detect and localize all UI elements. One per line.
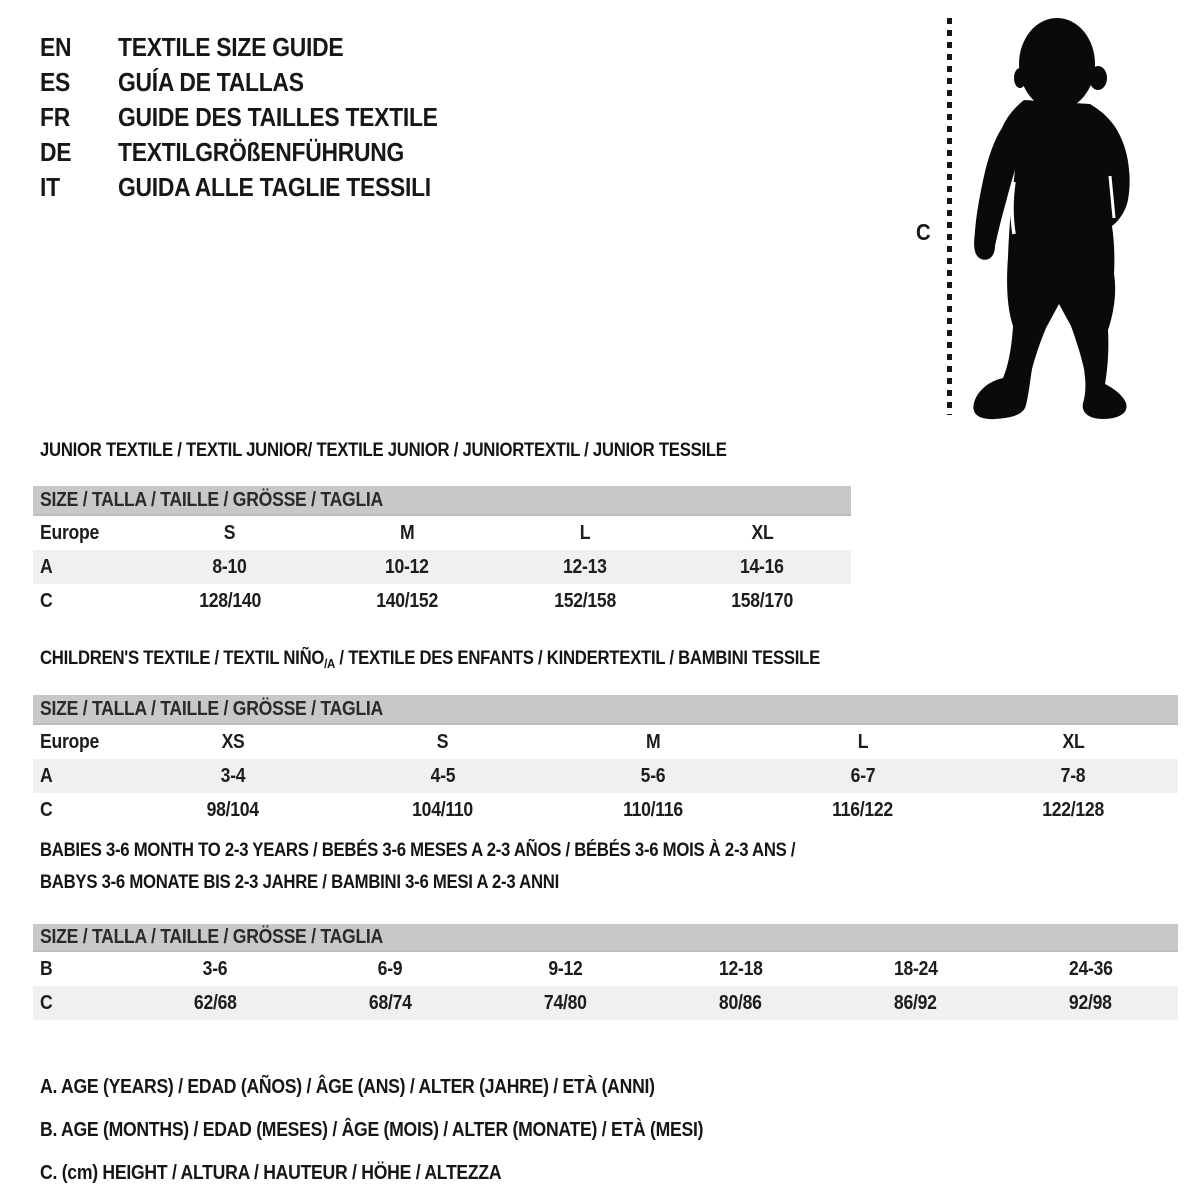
language-label-text: GUÍA DE TALLAS [118, 67, 304, 97]
size-table [33, 952, 1178, 1020]
size-table [33, 516, 851, 618]
table-cell [758, 765, 968, 788]
language-label [118, 172, 474, 203]
row-label-text: C [40, 991, 53, 1014]
table-cell [128, 992, 303, 1015]
size-header-bar [33, 695, 1178, 725]
title-fragment: BABYS 3-6 MONATE BIS 2-3 JAHRE / BAMBINI 3-6 MESI A 2-3 ANNI [40, 872, 559, 893]
table-cell-text: XL [1062, 730, 1084, 753]
table-cell [478, 958, 653, 981]
size-header-text [33, 698, 430, 721]
row-label [33, 731, 128, 754]
size-header-text [33, 926, 430, 949]
language-row [40, 65, 481, 100]
row-label [33, 765, 128, 788]
table-cell-text: 62/68 [194, 991, 237, 1014]
toddler-silhouette-icon [962, 12, 1152, 424]
table-cell-text: 8-10 [212, 555, 247, 578]
table-cell-text: XS [221, 730, 245, 753]
table-cell [478, 992, 653, 1015]
size-table [33, 725, 1178, 827]
section-title-line [40, 872, 898, 904]
title-fragment: CHILDREN'S TEXTILE / TEXTIL NIÑO [40, 648, 325, 669]
table-cell [141, 522, 319, 545]
row-label [33, 799, 128, 822]
table-row [33, 725, 1178, 759]
size-header-text-inner: SIZE / TALLA / TAILLE / GRÖSSE / TAGLIA [40, 925, 384, 948]
table-cell-text: 12-18 [718, 957, 763, 980]
table-cell-text: XL [751, 521, 774, 544]
language-label-text: TEXTILGRÖßENFÜHRUNG [118, 137, 405, 167]
language-code [40, 137, 118, 168]
language-row [40, 100, 481, 135]
table-cell-text: 128/140 [198, 589, 261, 612]
table-cell-text: 152/158 [553, 589, 616, 612]
table-cell [674, 590, 852, 613]
table-cell-text: 110/116 [623, 798, 683, 821]
table-row [33, 793, 1178, 827]
row-label [33, 522, 141, 545]
language-label-text: GUIDE DES TAILLES TEXTILE [118, 102, 438, 132]
language-label [118, 102, 481, 133]
table-cell-text: 4-5 [430, 764, 456, 787]
language-code-text: EN [40, 32, 72, 62]
section-title-text [40, 648, 820, 675]
table-cell-text: 3-6 [203, 957, 228, 980]
size-header-text-inner: SIZE / TALLA / TAILLE / GRÖSSE / TAGLIA [40, 697, 384, 720]
legend-line-text: C. (cm) HEIGHT / ALTURA / HAUTEUR / HÖHE / ALTEZZA [40, 1162, 502, 1184]
row-label-text: Europe [40, 521, 100, 544]
table-cell [319, 590, 497, 613]
language-code [40, 67, 118, 98]
height-measure-dashed-line [947, 18, 952, 415]
section-title-line [40, 440, 820, 462]
table-cell-text: 6-7 [850, 764, 876, 787]
language-code [40, 172, 118, 203]
table-cell-text: 5-6 [640, 764, 666, 787]
row-label-text: C [40, 798, 53, 821]
row-label-text: B [40, 957, 53, 980]
language-row [40, 135, 481, 170]
section-title [40, 648, 926, 670]
table-cell [319, 556, 497, 579]
table-cell-text: 6-9 [378, 957, 403, 980]
table-cell [1003, 992, 1178, 1015]
table-cell [141, 590, 319, 613]
row-label-text: Europe [40, 730, 100, 753]
table-cell [548, 799, 758, 822]
section-title-line [40, 648, 926, 670]
table-cell-text: M [400, 521, 415, 544]
table-cell-text: 116/122 [832, 798, 894, 821]
table-cell-text: 7-8 [1060, 764, 1086, 787]
table-cell [496, 590, 674, 613]
table-cell-text: S [224, 521, 236, 544]
language-row [40, 30, 481, 65]
table-cell-text: 122/128 [1042, 798, 1104, 821]
table-row [33, 759, 1178, 793]
table-cell [548, 765, 758, 788]
table-cell-text: 104/110 [412, 798, 474, 821]
legend-line-text: B. AGE (MONTHS) / EDAD (MESES) / ÂGE (MOIS) / ALTER (MONATE) / ETÀ (MESI) [40, 1119, 704, 1141]
table-cell [338, 765, 548, 788]
section-title [40, 840, 898, 904]
language-label [118, 137, 443, 168]
row-label [33, 590, 141, 613]
table-cell [674, 522, 852, 545]
section-title-line [40, 840, 898, 872]
table-cell-text: 86/92 [894, 991, 937, 1014]
table-cell [128, 799, 338, 822]
section-title-text [40, 440, 727, 462]
legend-line [40, 1152, 794, 1195]
size-header-text-inner: SIZE / TALLA / TAILLE / GRÖSSE / TAGLIA [40, 488, 384, 511]
table-cell-text: L [579, 521, 590, 544]
table-cell [128, 731, 338, 754]
table-row [33, 986, 1178, 1020]
table-cell-text: 9-12 [548, 957, 583, 980]
language-code-text: FR [40, 102, 70, 132]
language-code-text: ES [40, 67, 71, 97]
row-label [33, 958, 128, 981]
size-header-bar [33, 486, 851, 516]
table-cell-text: 158/170 [731, 589, 794, 612]
table-cell-text: 80/86 [719, 991, 762, 1014]
language-code-text: DE [40, 137, 72, 167]
language-label [118, 32, 374, 63]
legend [40, 1066, 794, 1195]
language-list [40, 30, 481, 205]
language-label-text: TEXTILE SIZE GUIDE [118, 32, 344, 62]
table-cell-text: L [857, 730, 869, 753]
table-cell [141, 556, 319, 579]
table-cell [128, 765, 338, 788]
language-label [118, 67, 329, 98]
section-title [40, 440, 820, 462]
table-cell-text: 24-36 [1068, 957, 1113, 980]
table-cell [653, 958, 828, 981]
table-cell-text: 14-16 [740, 555, 785, 578]
table-row [33, 952, 1178, 986]
row-label-text: A [40, 764, 53, 787]
table-row [33, 516, 851, 550]
figure-label-c: C [915, 219, 931, 245]
language-code [40, 32, 118, 63]
table-cell-text: 140/152 [376, 589, 439, 612]
legend-line [40, 1066, 794, 1109]
title-subscript: /A [324, 656, 336, 671]
table-cell-text: 98/104 [206, 798, 260, 821]
title-fragment: JUNIOR TEXTILE / TEXTIL JUNIOR/ TEXTILE JUNIOR / JUNIORTEXTIL / JUNIOR TESSILE [40, 440, 727, 461]
table-cell-text: 10-12 [385, 555, 430, 578]
table-cell [338, 731, 548, 754]
row-label-text: C [40, 589, 53, 612]
size-header-bar [33, 924, 1178, 952]
table-cell-text: 3-4 [220, 764, 246, 787]
table-cell [303, 958, 478, 981]
title-fragment: / TEXTILE DES ENFANTS / KINDERTEXTIL / BAMBINI TESSILE [335, 648, 821, 669]
section-title-text [40, 872, 559, 894]
title-fragment: BABIES 3-6 MONTH TO 2-3 YEARS / BEBÉS 3-6 MESES A 2-3 AÑOS / BÉBÉS 3-6 MOIS À 2-3 ANS / [40, 840, 796, 861]
table-cell [968, 765, 1178, 788]
table-cell [128, 958, 303, 981]
table-cell [758, 731, 968, 754]
table-cell [674, 556, 852, 579]
table-cell [548, 731, 758, 754]
table-cell-text: 18-24 [893, 957, 938, 980]
table-cell [338, 799, 548, 822]
legend-line [40, 1109, 794, 1152]
table-row [33, 550, 851, 584]
table-cell-text: 68/74 [369, 991, 412, 1014]
table-cell [1003, 958, 1178, 981]
table-cell-text: M [645, 730, 661, 753]
table-cell [828, 992, 1003, 1015]
row-label-text: A [40, 555, 53, 578]
size-header-text [33, 489, 430, 512]
table-cell-text: 12-13 [562, 555, 607, 578]
table-cell [319, 522, 497, 545]
table-cell-text: 92/98 [1069, 991, 1112, 1014]
language-row [40, 170, 481, 205]
table-cell [968, 731, 1178, 754]
table-cell-text: 74/80 [544, 991, 587, 1014]
table-cell [303, 992, 478, 1015]
language-code-text: IT [40, 172, 60, 202]
legend-line-text: A. AGE (YEARS) / EDAD (AÑOS) / ÂGE (ANS) / ALTER (JAHRE) / ETÀ (ANNI) [40, 1076, 655, 1098]
table-cell [758, 799, 968, 822]
section-title-text [40, 840, 795, 862]
language-label-text: GUIDA ALLE TAGLIE TESSILI [118, 172, 431, 202]
table-row [33, 584, 851, 618]
language-code [40, 102, 118, 133]
table-cell [496, 522, 674, 545]
table-cell [968, 799, 1178, 822]
table-cell [496, 556, 674, 579]
row-label [33, 556, 141, 579]
table-cell-text: S [437, 730, 449, 753]
row-label [33, 992, 128, 1015]
table-cell [828, 958, 1003, 981]
table-cell [653, 992, 828, 1015]
